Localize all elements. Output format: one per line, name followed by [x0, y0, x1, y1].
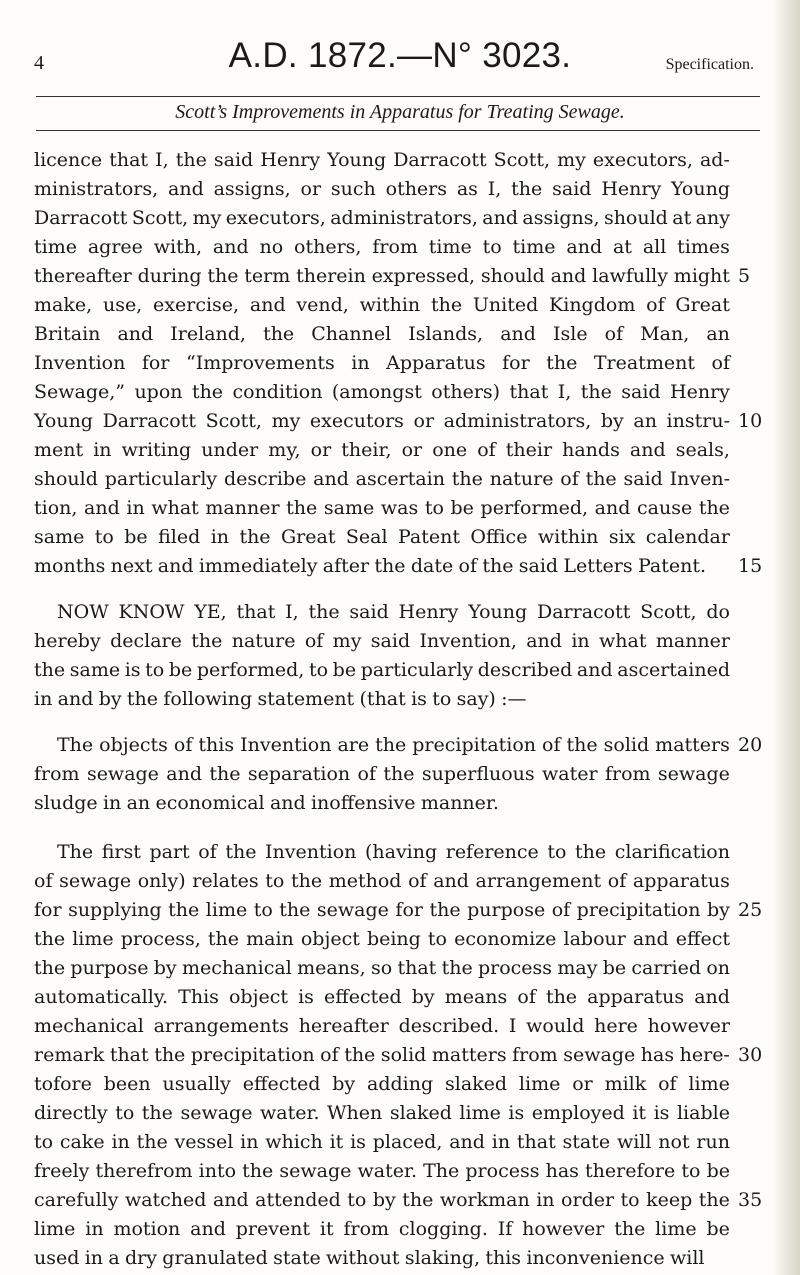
line-number: 30 [738, 1044, 763, 1066]
text-line: Young Darracott Scott, my executors or administrators, by an instru- [34, 410, 730, 432]
text-line: automatically. This object is effected by means of the apparatus and [34, 986, 730, 1008]
text-line: Darracott Scott, my executors, administrators, and assigns, should at any [34, 207, 730, 229]
text-line: the lime process, the main object being to economize labour and effect [34, 928, 730, 950]
text-line: lime in motion and prevent it from clogging. If however the lime be [34, 1218, 730, 1240]
text-line: directly to the sewage water. When slaked lime is employed it is liable [34, 1102, 730, 1124]
text-line: from sewage and the separation of the superfluous water from sewage [34, 763, 730, 785]
text-line: Invention for “Improvements in Apparatus for the Treatment of [34, 352, 730, 374]
text-line: mechanical arrangements hereafter described. I would here however [34, 1015, 730, 1037]
text-line: The first part of the Invention (having reference to the clarification [57, 841, 730, 863]
section-label: Specification. [665, 56, 754, 73]
text-line: carefully watched and attended to by the workman in order to keep the [34, 1189, 730, 1211]
line-number: 10 [738, 410, 763, 432]
text-line: tion, and in what manner the same was to be performed, and cause the [34, 497, 730, 519]
text-line: used in a dry granulated state without slaking, this inconvenience will [34, 1247, 705, 1269]
text-line: same to be filed in the Great Seal Patent Office within six calendar [34, 526, 730, 548]
text-line: for supplying the lime to the sewage for the purpose of precipitation by [34, 899, 730, 921]
text-line: the purpose by mechanical means, so that the process may be carried on [34, 957, 730, 979]
text-line: hereby declare the nature of my said Invention, and in what manner [34, 630, 730, 652]
text-line: Sewage,” upon the condition (amongst others) that I, the said Henry [34, 381, 730, 403]
text-line: the same is to be performed, to be particularly described and ascertained [34, 659, 730, 681]
line-number: 20 [738, 734, 763, 756]
text-line: NOW KNOW YE, that I, the said Henry Young Darracott Scott, do [57, 601, 730, 623]
text-line: freely therefrom into the sewage water. The process has therefore to be [34, 1160, 730, 1182]
text-line: thereafter during the term therein expressed, should and lawfully might [34, 265, 730, 287]
line-number: 15 [738, 555, 763, 577]
text-line: months next and immediately after the date of the said Letters Patent. [34, 555, 707, 577]
text-line: of sewage only) relates to the method of and arrangement of apparatus [34, 870, 730, 892]
header-rule-top [36, 96, 760, 97]
text-line: licence that I, the said Henry Young Darracott Scott, my executors, ad- [34, 149, 730, 171]
page-edge-shadow [772, 0, 800, 1275]
text-line: remark that the precipitation of the solid matters from sewage has here- [34, 1044, 730, 1066]
text-line: ministrators, and assigns, or such others as I, the said Henry Young [34, 178, 730, 200]
text-line: Britain and Ireland, the Channel Islands, and Isle of Man, an [34, 323, 730, 345]
line-number: 35 [738, 1189, 763, 1211]
page-title: A.D. 1872.—N° 3023. [228, 36, 572, 75]
text-line: to cake in the vessel in which it is placed, and in that state will not run [34, 1131, 730, 1153]
text-line: ment in writing under my, or their, or one of their hands and seals, [34, 439, 730, 461]
line-number: 5 [738, 265, 751, 287]
text-line: tofore been usually effected by adding slaked lime or milk of lime [34, 1073, 730, 1095]
text-line: make, use, exercise, and vend, within the United Kingdom of Great [34, 294, 730, 316]
text-line: should particularly describe and ascertain the nature of the said Inven- [34, 468, 730, 490]
header-rule-bottom [36, 130, 760, 131]
line-number: 25 [738, 899, 763, 921]
text-line: time agree with, and no others, from time to time and at all times [34, 236, 730, 258]
text-line: The objects of this Invention are the precipitation of the solid matters [57, 734, 730, 756]
running-subtitle: Scott’s Improvements in Apparatus for Treating Sewage. [175, 101, 625, 123]
text-line: sludge in an economical and inoffensive manner. [34, 792, 499, 814]
page-number: 4 [34, 52, 44, 74]
text-line: in and by the following statement (that is to say) :— [34, 688, 527, 710]
